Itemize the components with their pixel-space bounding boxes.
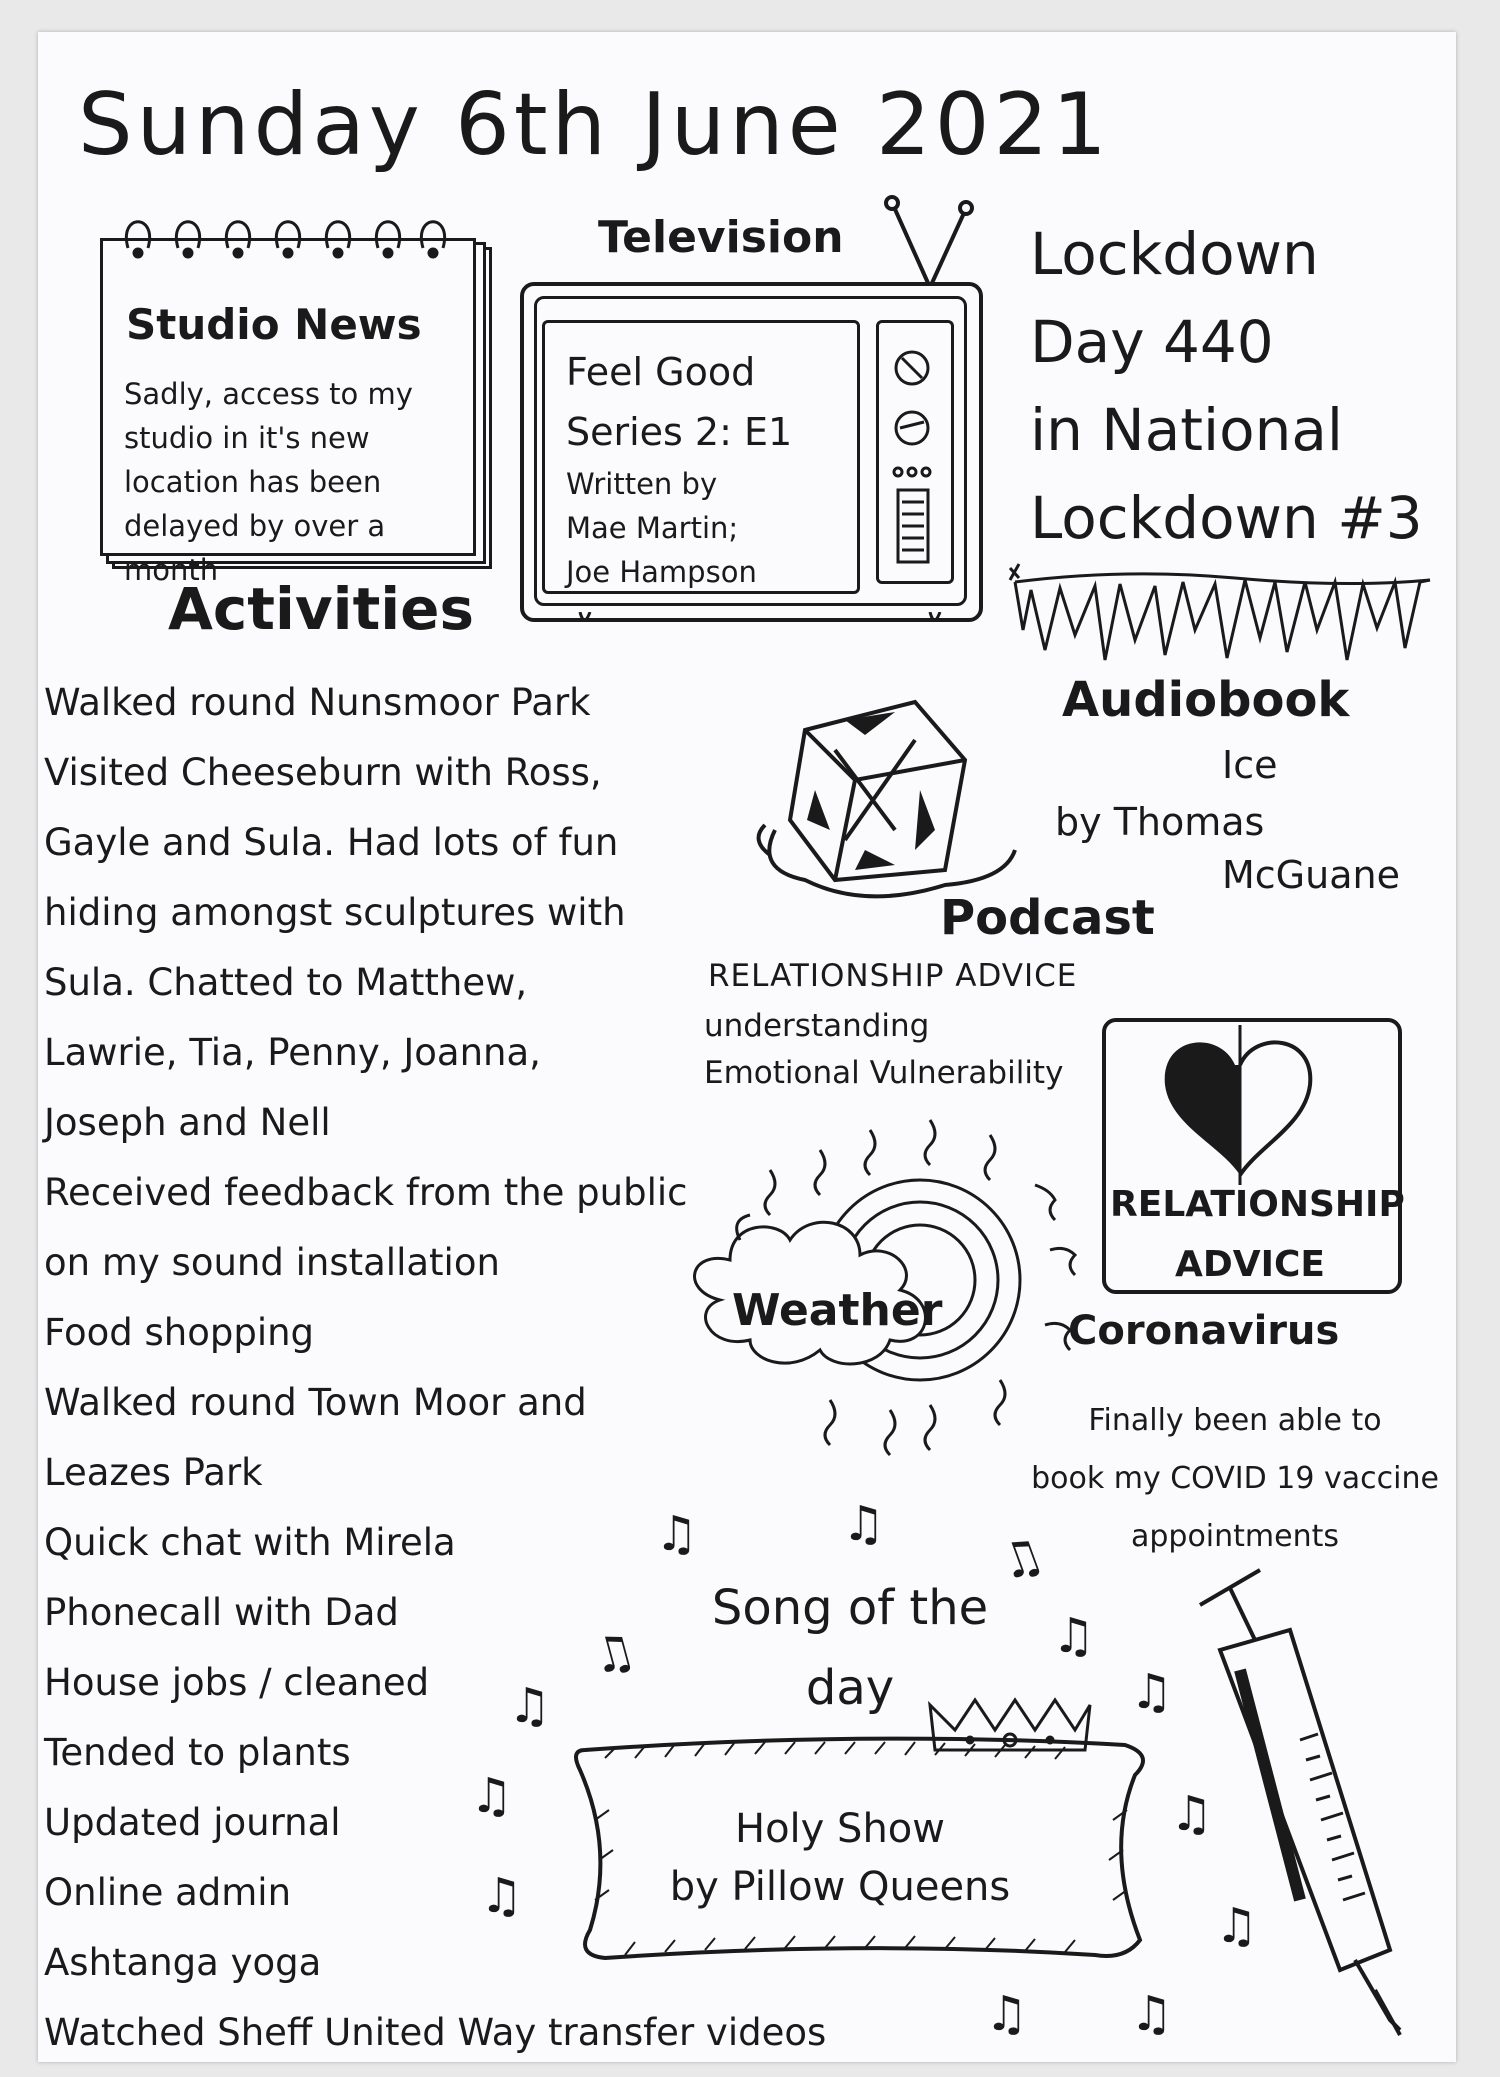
lockdown-line-2: Day 440 (1030, 308, 1274, 376)
music-note-icon: ♫ (1052, 1608, 1096, 1664)
page-title: Sunday 6th June 2021 (78, 75, 1111, 175)
list-item: Watched Sheff United Way transfer videos (44, 2011, 827, 2054)
tv-episode: Series 2: E1 (566, 410, 793, 454)
list-item: Quick chat with Mirela (44, 1521, 456, 1564)
song-artist: by Pillow Queens (669, 1864, 1011, 1910)
coronavirus-text (1030, 1392, 1440, 1566)
song-title-line-2: day (805, 1660, 895, 1716)
list-item: Updated journal (44, 1801, 341, 1844)
list-item: House jobs / cleaned (44, 1661, 430, 1704)
music-note-icon: ♫ (842, 1496, 886, 1552)
list-item: Visited Cheeseburn with Ross, (44, 751, 602, 794)
music-note-icon: ♫ (470, 1768, 514, 1824)
list-item: on my sound installation (44, 1241, 500, 1284)
list-item: Walked round Town Moor and (44, 1381, 587, 1424)
music-note-icon: ♫ (991, 1525, 1052, 1593)
podcast-title: Podcast (940, 890, 1155, 946)
music-note-icon: ♫ (1215, 1898, 1259, 1954)
song-info (620, 1800, 1060, 1916)
podcast-episode-1: understanding (704, 1008, 930, 1044)
song-name: Holy Show (735, 1806, 945, 1852)
list-item: Tended to plants (44, 1731, 351, 1774)
tv-antenna-icon (880, 195, 980, 285)
coronavirus-line-2: book my COVID 19 vaccine (1031, 1461, 1439, 1496)
audiobook-author-1: by Thomas (1055, 800, 1265, 844)
music-note-icon: ♫ (1130, 1986, 1174, 2042)
lockdown-counter (1030, 210, 1423, 562)
lockdown-line-3: in National (1030, 396, 1343, 464)
list-item: Ashtanga yoga (44, 1941, 322, 1984)
podcast-show: RELATIONSHIP ADVICE (708, 958, 1078, 994)
podcast-cover-line-1: RELATIONSHIP (1110, 1184, 1405, 1225)
lockdown-line-1: Lockdown (1030, 220, 1319, 288)
song-title-line-1: Song of the (711, 1580, 989, 1636)
podcast-episode-2: Emotional Vulnerability (704, 1055, 1064, 1091)
weather-label: Weather (732, 1285, 943, 1336)
activities-title: Activities (168, 575, 475, 643)
lockdown-line-4: Lockdown #3 (1030, 484, 1423, 552)
list-item: Gayle and Sula. Had lots of fun (44, 821, 619, 864)
list-item: Sula. Chatted to Matthew, (44, 961, 528, 1004)
music-note-icon: ♫ (985, 1986, 1029, 2042)
music-note-icon: ♫ (1130, 1664, 1174, 1720)
coronavirus-line-3: appointments (1130, 1519, 1340, 1554)
icicles-icon (1005, 560, 1435, 670)
tv-writer-2: Joe Hampson (566, 555, 757, 589)
spiral-rings-icon (118, 208, 448, 268)
coronavirus-line-1: Finally been able to (1088, 1403, 1382, 1438)
ice-cube-icon (745, 680, 1025, 920)
tv-written-label: Written by (566, 467, 718, 501)
audiobook-book-title: Ice (1222, 743, 1278, 787)
list-item: Leazes Park (44, 1451, 263, 1494)
tv-show-title: Feel Good (566, 350, 756, 394)
coronavirus-title: Coronavirus (1068, 1308, 1340, 1354)
tv-knobs-icon (876, 320, 954, 580)
studio-news-text: Sadly, access to my studio in it's new location has been delayed by over a month (124, 377, 413, 587)
television-title: Television (598, 212, 844, 263)
music-note-icon: ♫ (585, 1621, 642, 1687)
studio-news-title: Studio News (126, 300, 422, 349)
syringe-icon (1180, 1560, 1440, 2060)
heart-icon (1150, 1025, 1360, 1185)
audiobook-author-2: McGuane (1222, 853, 1400, 897)
tv-writer-1: Mae Martin; (566, 511, 739, 545)
tv-show-info (566, 342, 792, 462)
tv-feet-icon (560, 612, 960, 632)
tv-credits (566, 462, 757, 594)
list-item: Online admin (44, 1871, 292, 1914)
list-item: Phonecall with Dad (44, 1591, 399, 1634)
podcast-cover-line-2: ADVICE (1174, 1244, 1325, 1285)
list-item: Walked round Nunsmoor Park (44, 681, 591, 724)
music-note-icon: ♫ (1170, 1786, 1214, 1842)
music-note-icon: ♫ (480, 1868, 524, 1924)
music-note-icon: ♫ (655, 1506, 699, 1562)
audiobook-title: Audiobook (1062, 672, 1350, 728)
podcast-cover-label (1110, 1175, 1405, 1295)
list-item: Food shopping (44, 1311, 315, 1354)
list-item: Received feedback from the public (44, 1171, 688, 1214)
list-item: Lawrie, Tia, Penny, Joanna, (44, 1031, 541, 1074)
music-note-icon: ♫ (508, 1678, 552, 1734)
list-item: hiding amongst sculptures with (44, 891, 626, 934)
list-item: Joseph and Nell (44, 1101, 331, 1144)
